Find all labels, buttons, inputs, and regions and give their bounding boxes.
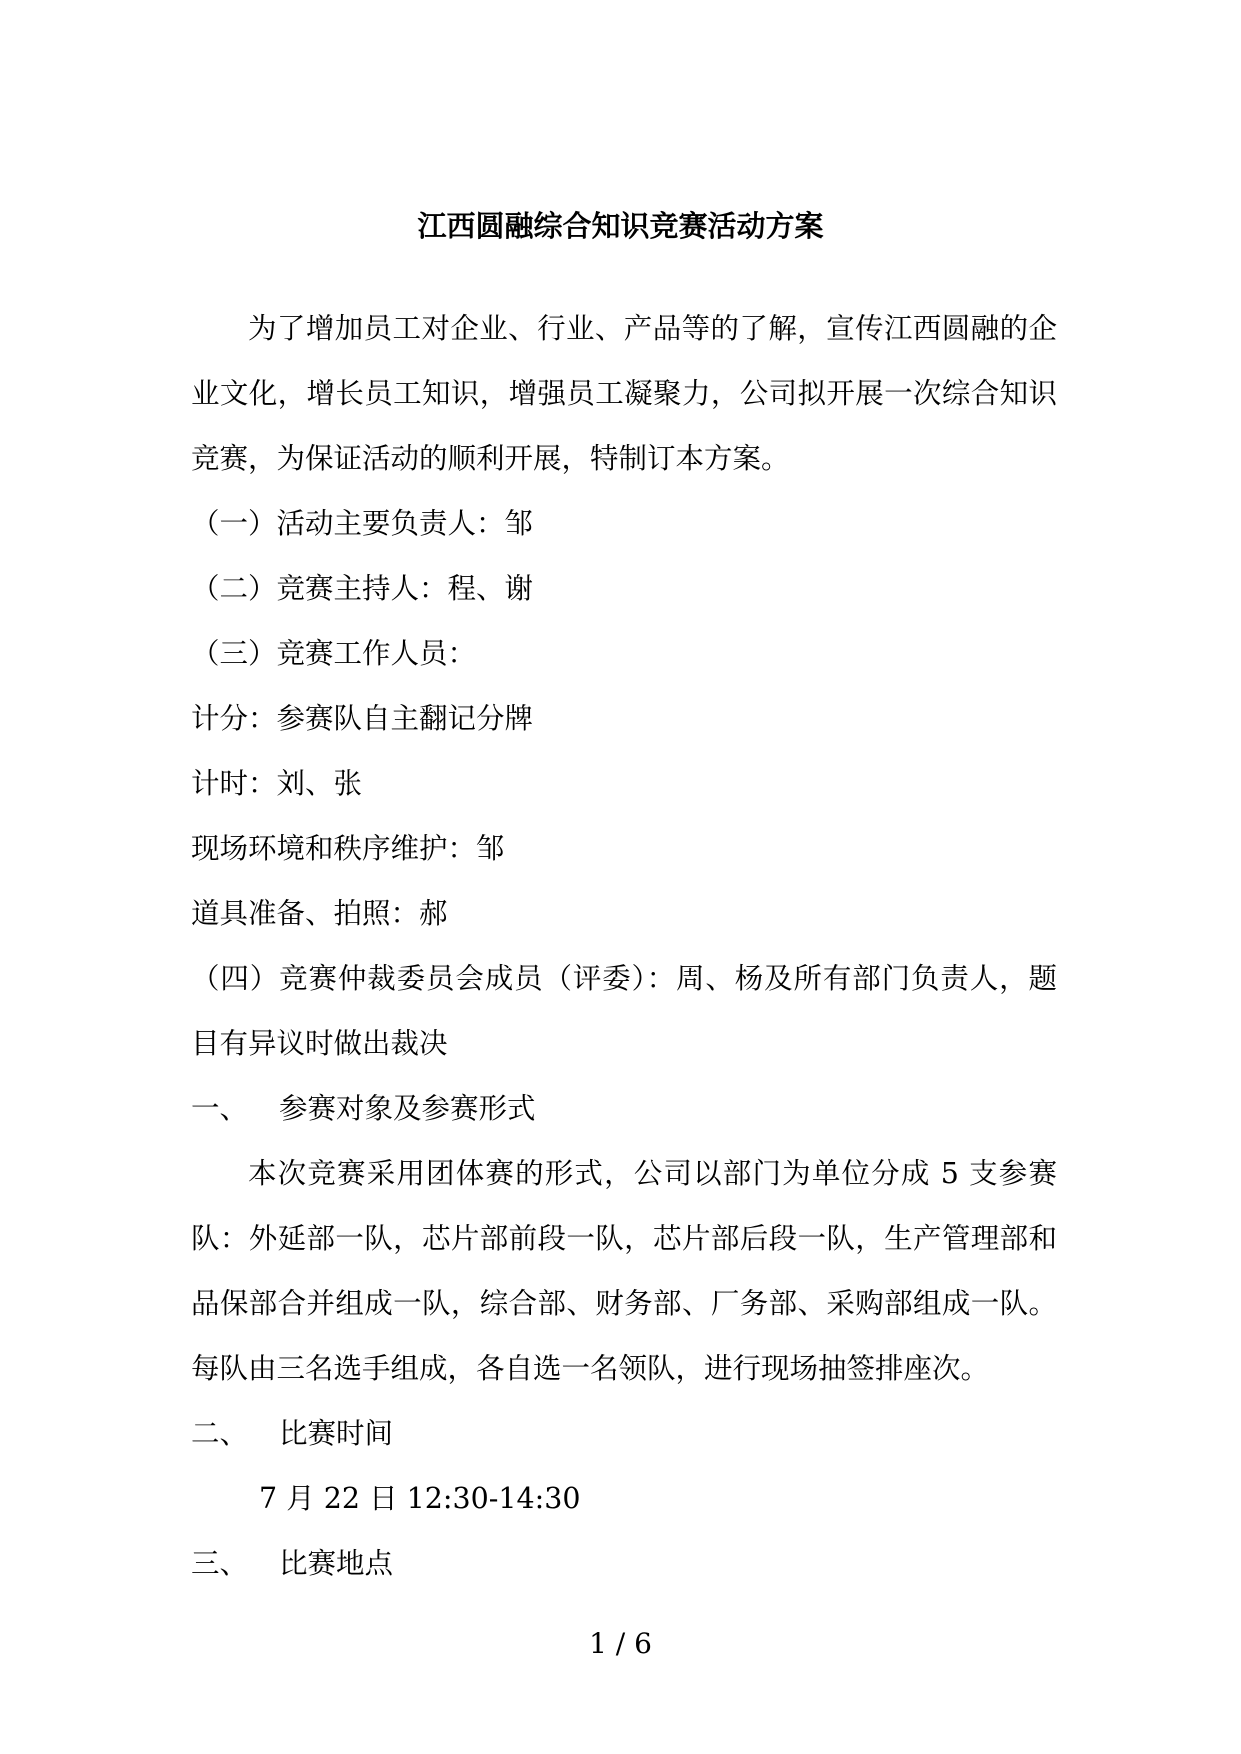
staff-workers-heading: （三）竞赛工作人员： <box>191 637 477 670</box>
intro-line-2: 业文化，增长员工知识，增强员工凝聚力，公司拟开展一次综合知识 <box>191 377 1057 410</box>
section-heading-2 <box>191 1401 1057 1466</box>
section-number: 二、 <box>191 1417 249 1450</box>
section-1-line-1: 本次竞赛采用团体赛的形式，公司以部门为单位分成 5 支参赛 <box>248 1157 1057 1190</box>
staff-worker-timing: 计时：刘、张 <box>191 767 363 800</box>
section-number: 三、 <box>191 1547 249 1580</box>
section-1-line-4: 每队由三名选手组成，各自选一名领队，进行现场抽签排座次。 <box>191 1352 990 1385</box>
section-1-line-3: 品保部合并组成一队，综合部、财务部、厂务部、采购部组成一队。 <box>191 1287 1057 1320</box>
staff-worker-scoring: 计分：参赛队自主翻记分牌 <box>191 702 534 735</box>
section-title: 比赛时间 <box>279 1417 394 1450</box>
section-2-line-1: 7 月 22 日 12:30-14:30 <box>259 1482 581 1515</box>
staff-worker-props: 道具准备、拍照：郝 <box>191 897 448 930</box>
staff-lead: （一）活动主要负责人：邹 <box>191 507 534 540</box>
intro-line-3: 竞赛，为保证活动的顺利开展，特制订本方案。 <box>191 442 790 475</box>
section-heading-3 <box>191 1531 1057 1596</box>
document-body <box>191 296 1057 1596</box>
intro-line-1: 为了增加员工对企业、行业、产品等的了解，宣传江西圆融的企 <box>248 312 1057 345</box>
section-number: 一、 <box>191 1092 249 1125</box>
page-number: 1 / 6 <box>589 1627 652 1660</box>
staff-hosts: （二）竞赛主持人：程、谢 <box>191 572 534 605</box>
document-title: 江西圆融综合知识竞赛活动方案 <box>417 209 824 243</box>
section-1-line-2: 队：外延部一队，芯片部前段一队，芯片部后段一队，生产管理部和 <box>191 1222 1057 1255</box>
section-title: 参赛对象及参赛形式 <box>279 1092 536 1125</box>
staff-judges-line-1: （四）竞赛仲裁委员会成员（评委）：周、杨及所有部门负责人，题 <box>191 962 1057 995</box>
staff-judges-line-2: 目有异议时做出裁决 <box>191 1027 448 1060</box>
section-title: 比赛地点 <box>279 1547 394 1580</box>
staff-worker-order: 现场环境和秩序维护：邹 <box>191 832 505 865</box>
section-heading-1 <box>191 1076 1057 1141</box>
